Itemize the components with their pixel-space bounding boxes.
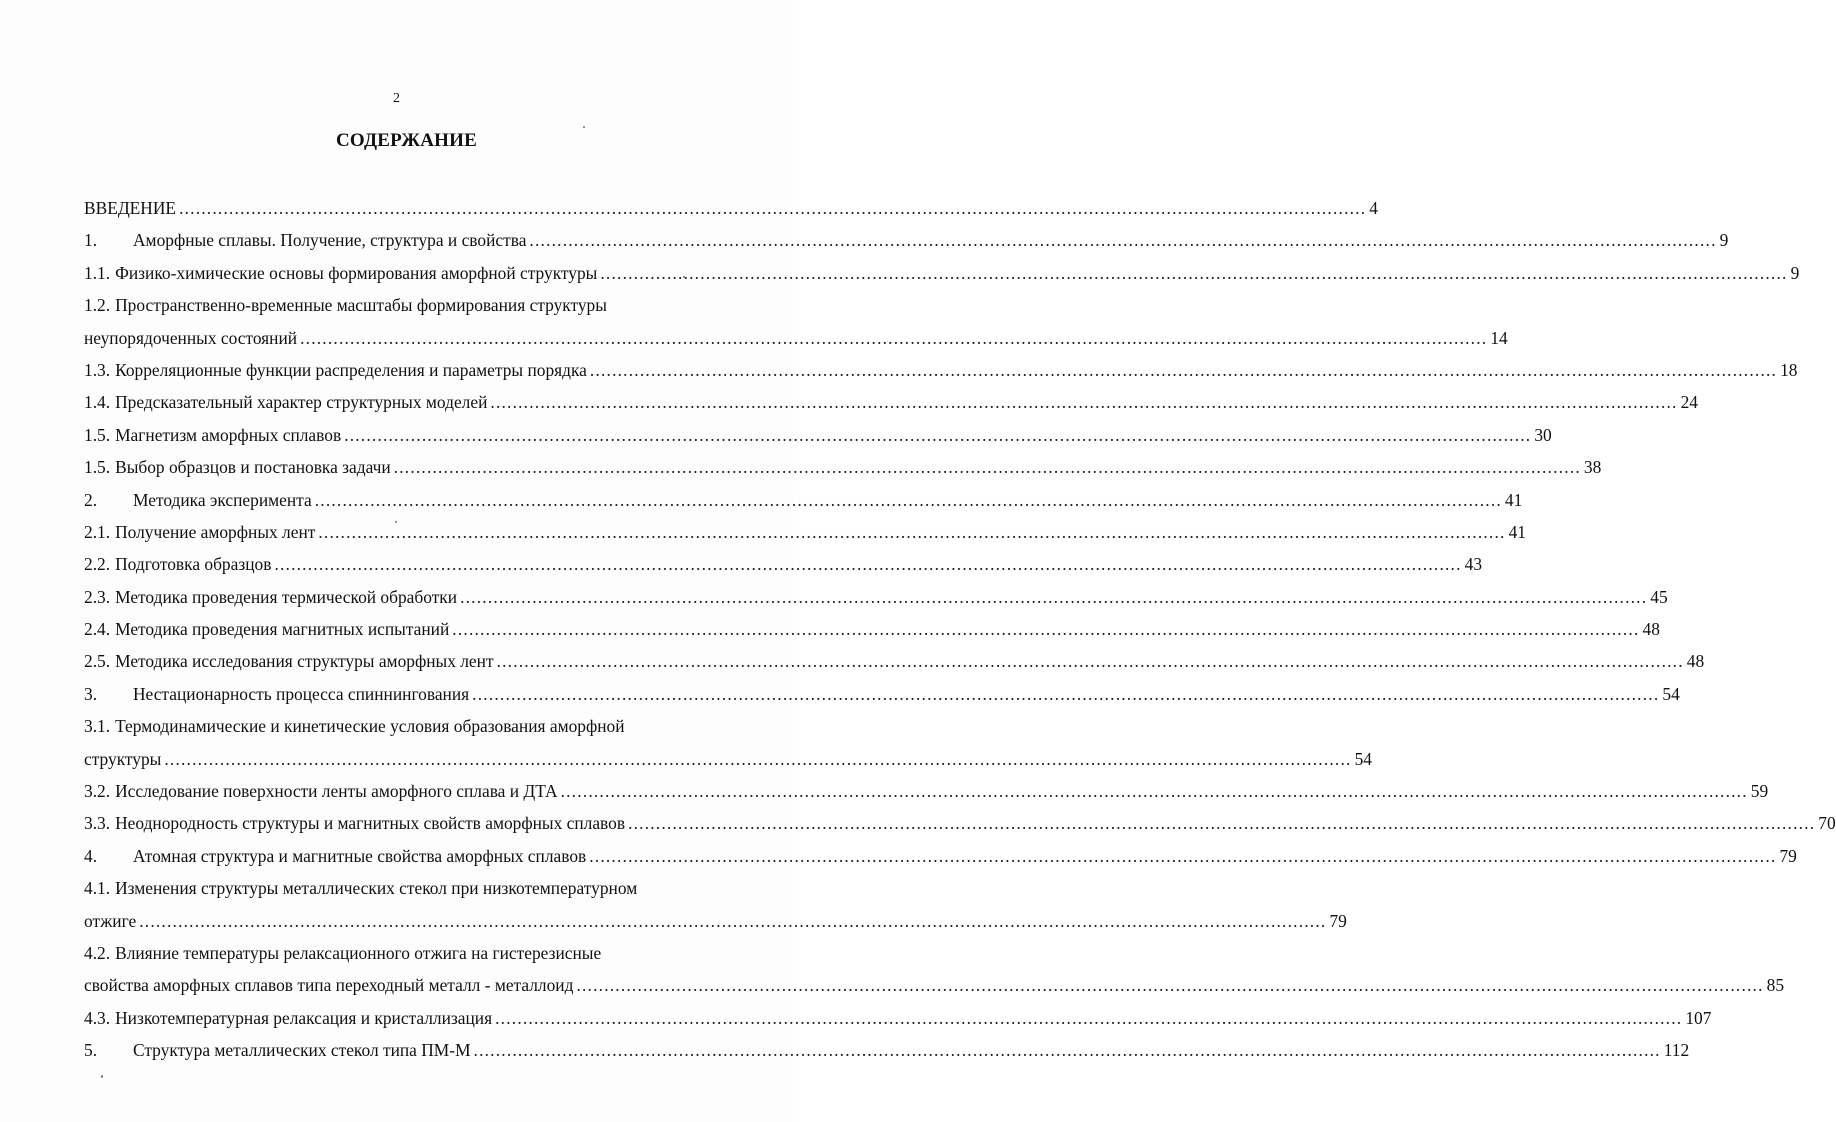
toc-entry (84, 775, 1769, 807)
toc-entry-number: 2.4. (84, 619, 111, 640)
toc-entry-title: Получение аморфных лент (115, 521, 316, 542)
toc-dot-leader (600, 257, 1787, 289)
toc-entry (84, 645, 1705, 677)
toc-entry (84, 581, 1668, 613)
toc-entry-title: Методика проведения термической обработки (115, 586, 458, 607)
toc-entry (84, 1034, 1690, 1066)
toc-entry-title: Подготовка образцов (115, 554, 272, 575)
toc-dot-leader (628, 807, 1815, 839)
toc-dot-leader (318, 516, 1505, 548)
toc-entry-title: Магнетизм аморфных сплавов (115, 424, 342, 445)
toc-entry-number: 2.1. (84, 521, 111, 542)
toc-entry-page: 85 (1766, 975, 1785, 996)
toc-entry-title: Низкотемпературная релаксация и кристаллизация (115, 1007, 493, 1028)
toc-dot-leader (529, 224, 1716, 256)
toc-entry-number: 3.1. (84, 716, 111, 737)
toc-entry (84, 840, 1797, 872)
toc-entry-title: Термодинамические и кинетические условия образования аморфной (115, 716, 625, 737)
toc-entry (84, 224, 1729, 256)
toc-dot-leader (474, 1034, 1661, 1066)
toc-entry-number: 2.2. (84, 554, 111, 575)
toc-entry (84, 710, 726, 742)
toc-entry-title: Исследование поверхности ленты аморфного сплава и ДТА (115, 781, 558, 802)
toc-entry (84, 289, 726, 321)
toc-entry-page: 4 (1369, 198, 1378, 218)
toc-entry-number: 4.3. (84, 1007, 111, 1028)
toc-entry (84, 872, 726, 904)
toc-entry (84, 969, 1785, 1001)
toc-entry-number: 1.5. (84, 457, 111, 478)
toc-entry-page: 24 (1680, 392, 1698, 413)
toc-entry-title: Методика эксперимента (133, 489, 312, 510)
toc-entry-title: Нестационарность процесса спиннингования (133, 683, 470, 704)
toc-entry-number: 3.2. (84, 781, 111, 802)
toc-entry-page: 79 (1779, 845, 1797, 866)
toc-entry-number: 5. (84, 1040, 98, 1061)
toc-dot-leader (300, 322, 1487, 354)
toc-entry (84, 386, 1698, 418)
toc-entry-page: 48 (1642, 619, 1660, 640)
toc-dot-leader (394, 451, 1581, 483)
toc-entry-page: 30 (1534, 424, 1552, 445)
toc-entry-number: 2.5. (84, 651, 111, 672)
toc-entry-title: отжиге (84, 910, 137, 931)
toc-dot-leader (164, 743, 1351, 775)
toc-entry (84, 905, 1347, 937)
toc-dot-leader (472, 678, 1659, 710)
toc-dot-leader (490, 386, 1677, 418)
toc-entry (84, 807, 1836, 839)
toc-entry-page: 18 (1780, 359, 1798, 380)
toc-entry-title: Неоднородность структуры и магнитных свойств аморфных сплавов (115, 813, 626, 834)
toc-entry-number: 2. (84, 489, 98, 510)
toc-entry-title: структуры (84, 748, 162, 769)
toc-entry-page: 79 (1329, 910, 1347, 931)
toc-entry-title: Методика проведения магнитных испытаний (115, 619, 450, 640)
toc-entry-number: 4. (84, 845, 98, 866)
toc-entry-title: Изменения структуры металлических стекол при низкотемпературном (115, 878, 638, 899)
toc-entry-page: 107 (1685, 1007, 1712, 1028)
toc-entry (84, 678, 1680, 710)
toc-entry-title: Аморфные сплавы. Получение, структура и свойства (133, 230, 527, 251)
toc-entry-number: 1.2. (84, 295, 111, 316)
toc-entry (84, 451, 1602, 483)
toc-dot-leader (576, 969, 1763, 1001)
toc-dot-leader (139, 905, 1326, 937)
toc-entry (84, 322, 1508, 354)
toc-entry-title: неупорядоченных состояний (84, 327, 298, 348)
toc-dot-leader (460, 581, 1647, 613)
toc-entry-number: 1.3. (84, 359, 111, 380)
toc-entry-title: ВВЕДЕНИЕ (84, 198, 177, 218)
toc-entry (84, 613, 1660, 645)
toc-entry (84, 419, 1552, 451)
toc-entry-number: 4.2. (84, 942, 111, 963)
toc-dot-leader (561, 775, 1748, 807)
toc-entry-page: 54 (1354, 748, 1372, 769)
toc-entry-title: Пространственно-временные масштабы формирования структуры (115, 295, 607, 316)
toc-entry (84, 548, 1483, 580)
toc-entry-page: 38 (1583, 457, 1602, 478)
toc-entry-page: 14 (1490, 327, 1508, 348)
toc-entry-page: 43 (1464, 554, 1483, 575)
toc-entry-page: 112 (1663, 1040, 1690, 1061)
toc-dot-leader (274, 548, 1461, 580)
toc-entry-number: 1.1. (84, 262, 111, 283)
toc-entry (84, 743, 1372, 775)
toc-entry-title: свойства аморфных сплавов типа переходный металл - металлоид (84, 975, 574, 996)
toc-dot-leader (315, 484, 1502, 516)
toc-entry (84, 1002, 1712, 1034)
toc-entry-title: Методика исследования структуры аморфных лент (115, 651, 494, 672)
toc-entry-number: 1.5. (84, 424, 111, 445)
toc-entry-number: 3.3. (84, 813, 111, 834)
toc-dot-leader (589, 840, 1776, 872)
toc-entry (84, 937, 726, 969)
toc-entry-title: Влияние температуры релаксационного отжига на гистерезисные (115, 942, 602, 963)
toc-entry-title: Предсказательный характер структурных моделей (115, 392, 488, 413)
toc-dot-leader (344, 419, 1531, 451)
toc-entry-title: Физико-химические основы формирования аморфной структуры (115, 262, 598, 283)
toc-entry-page: 70 (1818, 813, 1836, 834)
toc-entry-page: 41 (1508, 521, 1526, 542)
toc-entry-page: 9 (1790, 262, 1800, 283)
toc-dot-leader (452, 613, 1639, 645)
toc-entry-title: Атомная структура и магнитные свойства аморфных сплавов (133, 845, 587, 866)
page-number: 2 (393, 91, 400, 106)
toc-entry-page: 48 (1686, 651, 1705, 672)
toc-entry-page: 59 (1750, 781, 1769, 802)
toc-entry (84, 516, 1526, 548)
toc-entry (84, 257, 1800, 289)
toc-entry-number: 4.1. (84, 878, 111, 899)
toc-entry-title: Структура металлических стекол типа ПМ-М (133, 1040, 471, 1061)
toc-entry (84, 354, 1798, 386)
toc-entry-title: Корреляционные функции распределения и параметры порядка (115, 359, 587, 380)
toc-dot-leader (495, 1002, 1682, 1034)
toc-entry-page: 45 (1650, 586, 1668, 607)
toc-entry-page: 54 (1662, 683, 1680, 704)
toc-entry-page: 41 (1504, 489, 1523, 510)
toc-dot-leader (497, 645, 1684, 677)
toc-dot-leader (179, 192, 1366, 224)
toc-entry-title: Выбор образцов и постановка задачи (115, 457, 391, 478)
table-of-contents (84, 192, 1836, 1067)
toc-entry-number: 1. (84, 230, 98, 251)
page-title: СОДЕРЖАНИЕ (336, 130, 477, 151)
toc-entry (84, 192, 1378, 224)
toc-entry-number: 1.4. (84, 392, 111, 413)
toc-entry-number: 3. (84, 683, 98, 704)
toc-dot-leader (590, 354, 1777, 386)
toc-entry-number: 2.3. (84, 586, 111, 607)
toc-entry (84, 484, 1523, 516)
toc-entry-page: 9 (1719, 230, 1729, 251)
